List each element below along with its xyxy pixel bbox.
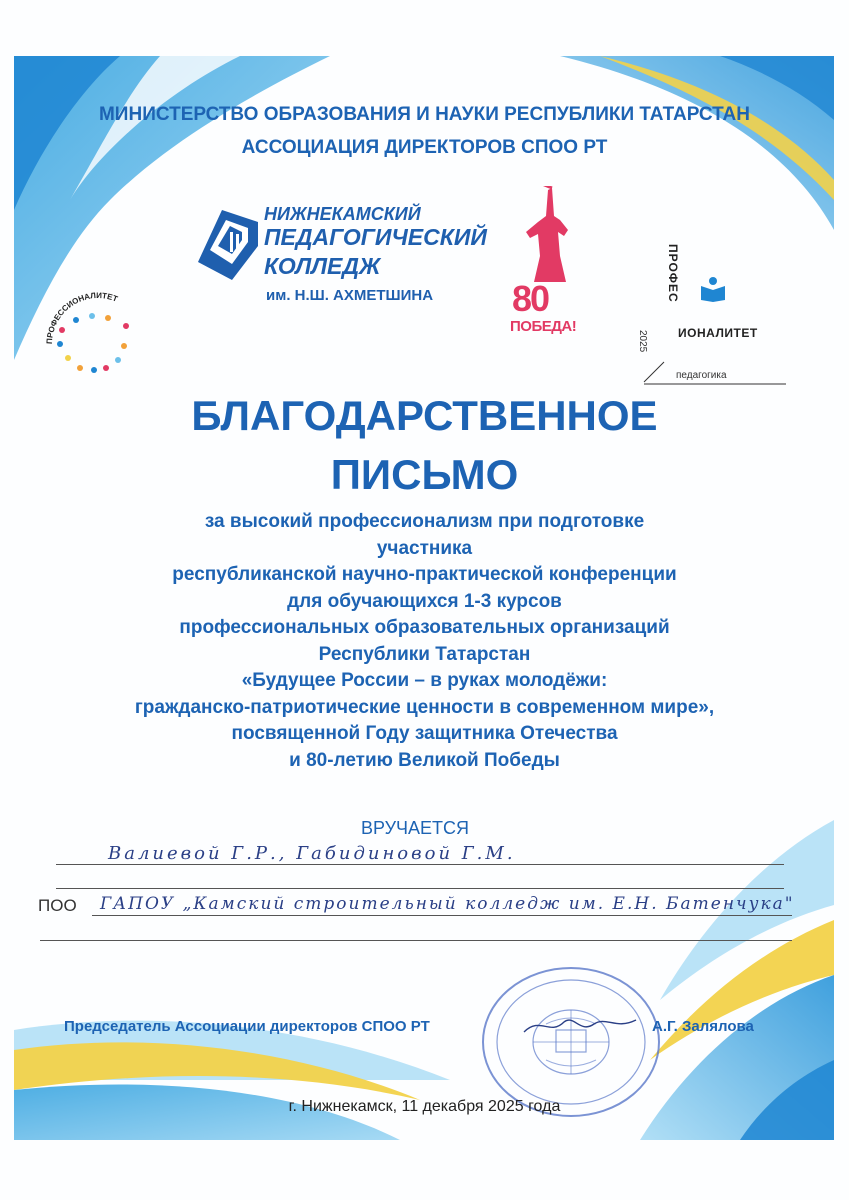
body-line: для обучающихся 1-3 курсов	[287, 590, 562, 612]
college-name-line-4: им. Н.Ш. АХМЕТШИНА	[266, 287, 434, 304]
professionalitet-right-vertical-text: ПРОФЕС	[666, 244, 680, 303]
open-book-person-icon	[700, 276, 726, 302]
body-line: и 80-летию Великой Победы	[289, 749, 560, 771]
motherland-statue-icon	[508, 186, 592, 282]
awarded-label: ВРУЧАЕТСЯ	[360, 818, 470, 838]
professionalitet-right-logo	[637, 244, 800, 390]
college-name-line-2: ПЕДАГОГИЧЕСКИЙ	[264, 224, 487, 250]
college-name-line-1: НИЖНЕКАМСКИЙ	[264, 204, 421, 224]
body-line: посвященной Году защитника Отечества	[231, 723, 618, 744]
body-line: профессиональных образовательных организаций	[179, 617, 670, 638]
college-name-line-3: КОЛЛЕДЖ	[264, 253, 381, 279]
organization-line-2	[40, 940, 792, 941]
organization-handwritten: ГАПОУ „Камский строительный колледж им. Е.Н. Батенчука"	[100, 894, 795, 914]
body-line: Республики Татарстан	[318, 643, 531, 665]
poo-label: ПОО	[38, 896, 77, 915]
recipient-line-1	[56, 864, 784, 865]
victory-80-logo	[508, 186, 592, 346]
body-line: гражданско-патриотические ценности в современном мире»,	[134, 696, 715, 718]
recipient-line-2	[56, 888, 784, 889]
document-title-line-1: БЛАГОДАРСТВЕННОЕ	[191, 392, 658, 439]
recipients-handwritten: Валиевой Г.Р., Габидиновой Г.М.	[108, 843, 516, 864]
body-line: республиканской научно-практической конференции	[172, 564, 677, 585]
ministry-heading: МИНИСТЕРСТВО ОБРАЗОВАНИЯ И НАУКИ РЕСПУБЛИКИ ТАТАРСТАН	[98, 104, 750, 125]
victory-number: 80	[512, 278, 549, 319]
professionalitet-right-subtitle: педагогика	[676, 370, 727, 381]
college-logo	[192, 196, 487, 314]
place-and-date: г. Нижнекамск, 11 декабря 2025 года	[288, 1098, 561, 1115]
college-emblem-icon	[192, 202, 262, 282]
professionalitet-right-year: 2025	[637, 330, 648, 353]
handwritten-signature	[520, 1010, 640, 1040]
gratitude-body	[0, 509, 849, 774]
association-heading: АССОЦИАЦИЯ ДИРЕКТОРОВ СПОО РТ	[241, 137, 608, 158]
signatory-position: Председатель Ассоциации директоров СПОО РТ	[64, 1018, 430, 1035]
signatory-name: А.Г. Залялова	[652, 1018, 754, 1035]
organization-line-1	[92, 915, 792, 916]
professionalitet-circle-icon	[30, 274, 160, 404]
victory-text: ПОБЕДА!	[510, 318, 577, 335]
body-line: за высокий профессионализм при подготовке	[204, 511, 645, 532]
professionalitet-left-logo	[30, 274, 160, 404]
professionalitet-left-text: ПРОФЕССИОНАЛИТЕТ	[44, 290, 119, 345]
body-line: «Будущее России – в руках молодёжи:	[241, 670, 608, 691]
body-line: участника	[376, 537, 473, 559]
professionalitet-right-word: ИОНАЛИТЕТ	[678, 326, 758, 340]
document-title-line-2: ПИСЬМО	[330, 451, 519, 498]
